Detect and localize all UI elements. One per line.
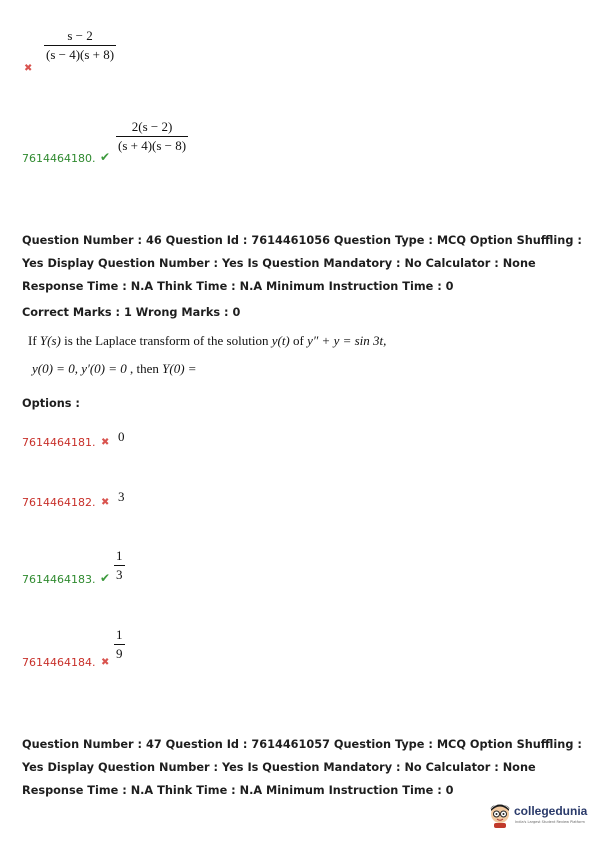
prev-option-a-fraction xyxy=(44,28,116,63)
option-1-id: 7614464181. xyxy=(22,436,96,449)
math-expr: Y(s) xyxy=(39,333,61,348)
wrong-cross-icon: ✖ xyxy=(101,437,110,448)
option-2-value: 3 xyxy=(118,489,125,504)
wrong-cross-icon: ✖ xyxy=(101,657,110,668)
wrong-cross-icon: ✖ xyxy=(101,497,110,508)
option-3-fraction xyxy=(114,548,125,583)
brand-name: collegedunia xyxy=(514,804,588,818)
question-46-text-line2 xyxy=(32,361,197,377)
options-label: Options : xyxy=(22,397,80,410)
math-expr: Y(0) = xyxy=(162,361,197,376)
question-46-marks: Correct Marks : 1 Wrong Marks : 0 xyxy=(22,306,241,319)
math-expr: y(0) = 0, y′(0) = 0 xyxy=(32,361,127,376)
option-4-id: 7614464184. xyxy=(22,656,96,669)
fraction-denominator: (s + 4)(s − 8) xyxy=(118,138,187,153)
fraction-denominator: 9 xyxy=(116,646,123,661)
prev-option-b-fraction xyxy=(116,119,188,154)
text-run: of xyxy=(289,333,308,348)
correct-check-icon: ✔ xyxy=(100,150,111,164)
question-46-text-line1 xyxy=(28,333,386,349)
option-2-id: 7614464182. xyxy=(22,496,96,509)
option-3-id: 7614464183. xyxy=(22,573,96,586)
wrong-cross-icon: ✖ xyxy=(24,63,33,74)
math-expr: y″ + y = sin 3t, xyxy=(307,333,387,348)
collegedunia-watermark xyxy=(487,799,587,831)
text-run: , then xyxy=(126,361,163,376)
correct-check-icon: ✔ xyxy=(100,571,111,585)
fraction-denominator: (s − 4)(s + 8) xyxy=(46,47,115,62)
text-run: is the Laplace transform of the solution xyxy=(60,333,272,348)
question-47-meta: Question Number : 47 Question Id : 7614461057 Question Type : MCQ Option Shuffling : Yes Display Question Number : Yes Is Question Mandatory : No Calculator : None Response Time : N.A Think Time : N.A Minimum Instruction Time : 0 xyxy=(22,738,582,797)
text-run: If xyxy=(28,333,40,348)
fraction-numerator: s − 2 xyxy=(67,28,93,43)
fraction-numerator: 1 xyxy=(116,548,123,563)
option-4-fraction xyxy=(114,627,125,662)
math-expr: y(t) xyxy=(271,333,290,348)
fraction-denominator: 3 xyxy=(116,567,123,582)
fraction-numerator: 2(s − 2) xyxy=(131,119,173,134)
fraction-numerator: 1 xyxy=(116,627,123,642)
mascot-icon xyxy=(487,799,513,829)
question-46-meta: Question Number : 46 Question Id : 7614461056 Question Type : MCQ Option Shuffling : Yes Display Question Number : Yes Is Question Mandatory : No Calculator : None Response Time : N.A Think Time : N.A Minimum Instruction Time : 0 xyxy=(22,234,582,293)
option-1-value: 0 xyxy=(118,429,125,444)
prev-option-b-id: 7614464180. xyxy=(22,152,96,165)
brand-tagline: India's Largest Student Review Platform xyxy=(515,820,585,824)
